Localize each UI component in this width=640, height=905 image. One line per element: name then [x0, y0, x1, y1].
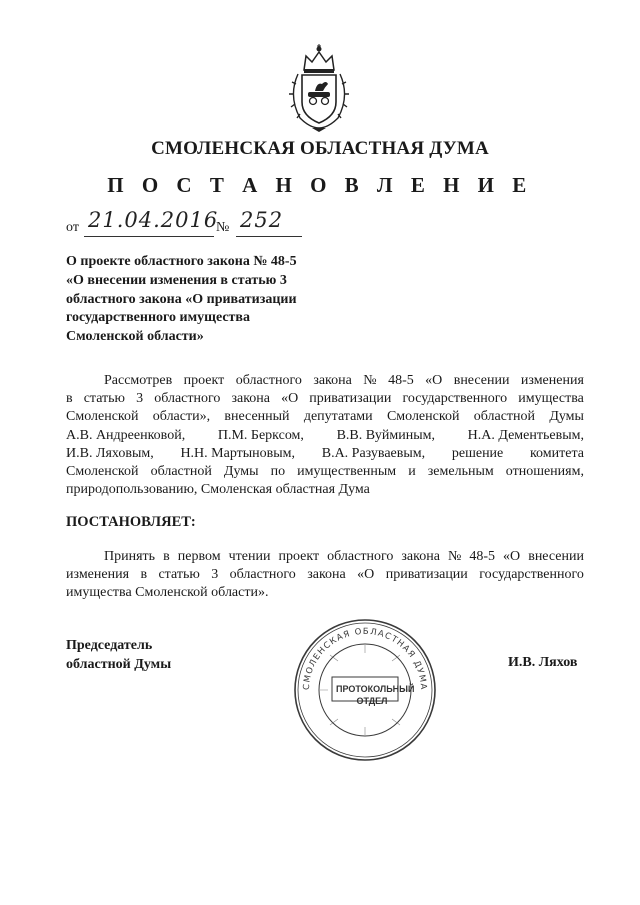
word: областного — [154, 391, 221, 407]
crown-icon — [304, 44, 334, 73]
subject-line: Смоленской области» — [66, 329, 204, 345]
word: имущества — [518, 391, 584, 407]
word: 3 — [136, 391, 144, 407]
word: областного — [327, 549, 394, 564]
word: статью — [83, 391, 126, 407]
paragraph-line — [66, 548, 584, 566]
word: отношениям, — [505, 464, 584, 480]
organization-title: СМОЛЕНСКАЯ ОБЛАСТНАЯ ДУМА — [151, 138, 489, 159]
decree-paragraph — [66, 548, 584, 603]
word: природопользованию, Смоленская областная Дума — [66, 482, 370, 498]
paragraph-line — [66, 566, 584, 584]
word: приватизации — [309, 391, 392, 407]
word: чтении — [228, 549, 271, 564]
paragraph-line — [66, 427, 584, 445]
decree-heading: ПОСТАНОВЛЯЕТ: — [66, 514, 196, 530]
word: П.М. Берксом, — [217, 427, 304, 443]
word: проект — [278, 549, 320, 564]
seal-ring-text: СМОЛЕНСКАЯ ОБЛАСТНАЯ ДУМА — [301, 626, 429, 691]
word: И.В. Ляховым, — [66, 445, 154, 461]
word: депутатами — [303, 409, 373, 425]
coat-of-arms-emblem — [282, 44, 356, 132]
word: закона — [313, 373, 352, 388]
shield-icon — [302, 75, 336, 123]
word: земельным — [427, 464, 494, 480]
paragraph-line — [66, 408, 584, 426]
word: статью — [158, 567, 200, 583]
paragraph-line — [66, 463, 584, 481]
word: имущественным — [297, 464, 397, 480]
word: 48-5 — [388, 373, 414, 388]
word: и — [408, 464, 416, 480]
number-underline — [236, 236, 302, 237]
subject-line: областного закона «О приватизации — [66, 291, 297, 307]
word: Н.Н. Мартыновым, — [180, 445, 296, 461]
date-underline — [84, 236, 214, 237]
word: областного — [229, 567, 296, 583]
word: областного — [235, 373, 302, 388]
word: в — [140, 567, 148, 583]
word: в — [163, 549, 170, 564]
word: решение — [451, 445, 504, 461]
word: закона — [307, 567, 346, 583]
word: внесении — [453, 373, 510, 388]
word: по — [270, 464, 286, 480]
word: Смоленской — [386, 409, 460, 425]
word: комитета — [529, 445, 584, 461]
paragraph-line — [66, 445, 584, 463]
seal-center-label — [336, 683, 415, 707]
word: государственного — [479, 567, 584, 583]
word: имущества Смоленской области». — [66, 585, 269, 601]
word: первом — [177, 549, 221, 564]
signer-position-line: Председатель — [66, 638, 153, 653]
word: В.А. Разуваевым, — [321, 445, 426, 461]
document-date-number-line — [66, 208, 366, 240]
word: закона — [401, 549, 440, 564]
word: Смоленской — [66, 409, 139, 425]
word: Думы — [223, 464, 259, 480]
word: № — [447, 549, 462, 564]
seal-label-line: ПРОТОКОЛЬНЫЙ — [336, 684, 415, 694]
word: изменения — [520, 373, 584, 388]
word: области», — [152, 409, 211, 425]
seal-label-line: ОТДЕЛ — [356, 696, 388, 706]
subject-line: «О внесении изменения в статью 3 — [66, 272, 287, 288]
word: «О — [425, 373, 443, 388]
word: «О — [281, 391, 299, 407]
word: В.В. Вуйминым, — [336, 427, 435, 443]
number-prefix: № — [216, 220, 230, 235]
word: проект — [183, 373, 225, 388]
date-prefix: от — [66, 220, 79, 235]
handwritten-date: 21.04.2016 — [88, 208, 219, 232]
signer-position — [66, 637, 171, 674]
word: государственного — [402, 391, 508, 407]
word: приватизации — [385, 567, 468, 583]
word: закона — [231, 391, 271, 407]
word: внесенный — [224, 409, 290, 425]
paragraph-line — [66, 390, 584, 408]
word: 3 — [211, 567, 219, 583]
word: 48-5 — [469, 549, 496, 564]
document-subject — [66, 253, 366, 347]
paragraph-line — [66, 584, 584, 602]
word: изменения — [66, 567, 130, 583]
signer-name: И.В. Ляхов — [508, 655, 578, 670]
word: Н.А. Дементьевым, — [467, 427, 584, 443]
word: Принять — [104, 549, 156, 564]
word: Думы — [549, 409, 584, 425]
paragraph-line — [66, 372, 584, 390]
word: Рассмотрев — [104, 373, 173, 388]
word: № — [363, 373, 377, 388]
subject-line: О проекте областного закона № 48-5 — [66, 254, 297, 269]
word: в — [66, 391, 73, 407]
signer-position-line: областной Думы — [66, 656, 172, 672]
preamble-paragraph — [66, 372, 584, 499]
paragraph-line — [66, 481, 584, 499]
word: областной — [150, 464, 212, 480]
handwritten-number: 252 — [240, 208, 284, 232]
word: А.В. Андреенковой, — [66, 427, 186, 443]
word: областной — [473, 409, 536, 425]
word: «О — [503, 549, 521, 564]
document-type-heading: П О С Т А Н О В Л Е Н И Е — [107, 173, 533, 197]
word: Смоленской — [66, 464, 139, 480]
subject-line: государственного имущества — [66, 310, 250, 326]
word: «О — [357, 567, 375, 583]
word: внесении — [528, 549, 584, 564]
